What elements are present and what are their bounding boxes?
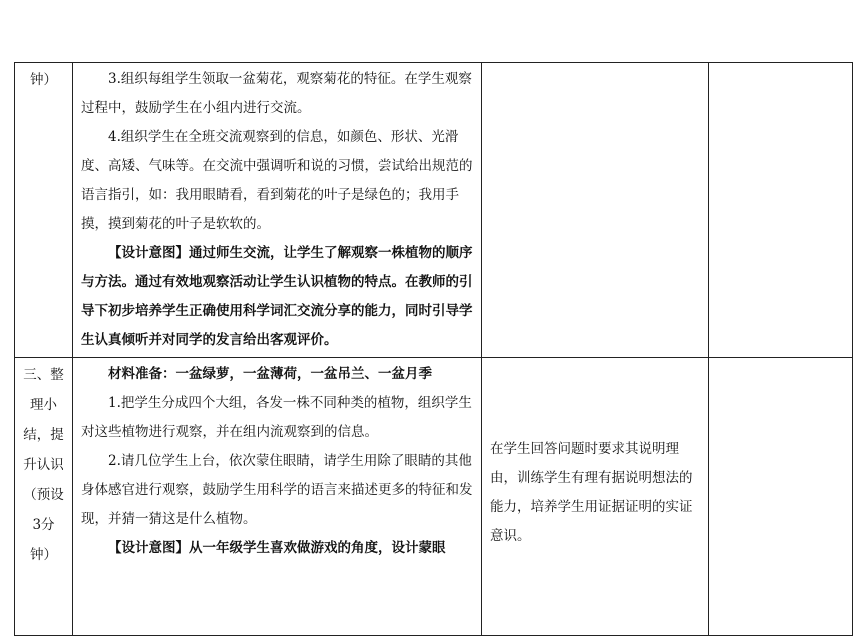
table-row [15, 63, 853, 358]
design-intent-paragraph: 【设计意图】通过师生交流，让学生了解观察一株植物的顺序与方法。通过有效地观察活动让学生认识植物的特点。在教师的引导下初步培养学生正确使用科学词汇交流分享的能力，同时引导学生认真倾听并对同学的发言给出客观评价。 [81, 245, 473, 348]
activity-step: 1.把学生分成四个大组，各发一株不同种类的植物，组织学生对这些植物进行观察，并在组内流观察到的信息。 [81, 395, 472, 440]
stage-cell [15, 358, 73, 636]
activity-cell [73, 358, 482, 636]
stage-label-line: 理小 [30, 397, 57, 413]
stage-label-line: （预设 [23, 487, 64, 503]
intent-cell [482, 358, 709, 636]
stage-label: 钟） [30, 72, 57, 88]
design-intent-paragraph: 【设计意图】从一年级学生喜欢做游戏的角度，设计蒙眼 [108, 540, 446, 556]
table-row [15, 358, 853, 636]
lesson-plan-table [14, 62, 853, 636]
activity-step: 3.组织每组学生领取一盆菊花，观察菊花的特征。在学生观察过程中，鼓励学生在小组内进行交流。 [81, 71, 472, 116]
stage-label-line: 钟） [30, 547, 57, 563]
stage-cell [15, 63, 73, 358]
stage-label-line: 3分 [32, 517, 55, 533]
materials-line: 材料准备：一盆绿萝，一盆薄荷，一盆吊兰、一盆月季 [108, 366, 432, 382]
notes-cell [709, 358, 853, 636]
activity-cell [73, 63, 482, 358]
intent-text: 在学生回答问题时要求其说明理由，训练学生有理有据说明想法的能力，培养学生用证据证明的实证意识。 [490, 441, 693, 544]
activity-step: 4.组织学生在全班交流观察到的信息，如颜色、形状、光滑度、高矮、气味等。在交流中强调听和说的习惯，尝试给出规范的语言指引，如：我用眼睛看，看到菊花的叶子是绿色的；我用手摸，摸到菊花的叶子是软软的。 [81, 129, 473, 232]
intent-cell [482, 63, 709, 358]
stage-label-line: 结，提 [23, 427, 64, 443]
stage-label-line: 三、整 [23, 367, 64, 383]
notes-cell [709, 63, 853, 358]
activity-step: 2.请几位学生上台，依次蒙住眼睛，请学生用除了眼睛的其他身体感官进行观察，鼓励学生用科学的语言来描述更多的特征和发现，并猜一猜这是什么植物。 [81, 453, 473, 527]
stage-label-line: 升认识 [23, 457, 64, 473]
